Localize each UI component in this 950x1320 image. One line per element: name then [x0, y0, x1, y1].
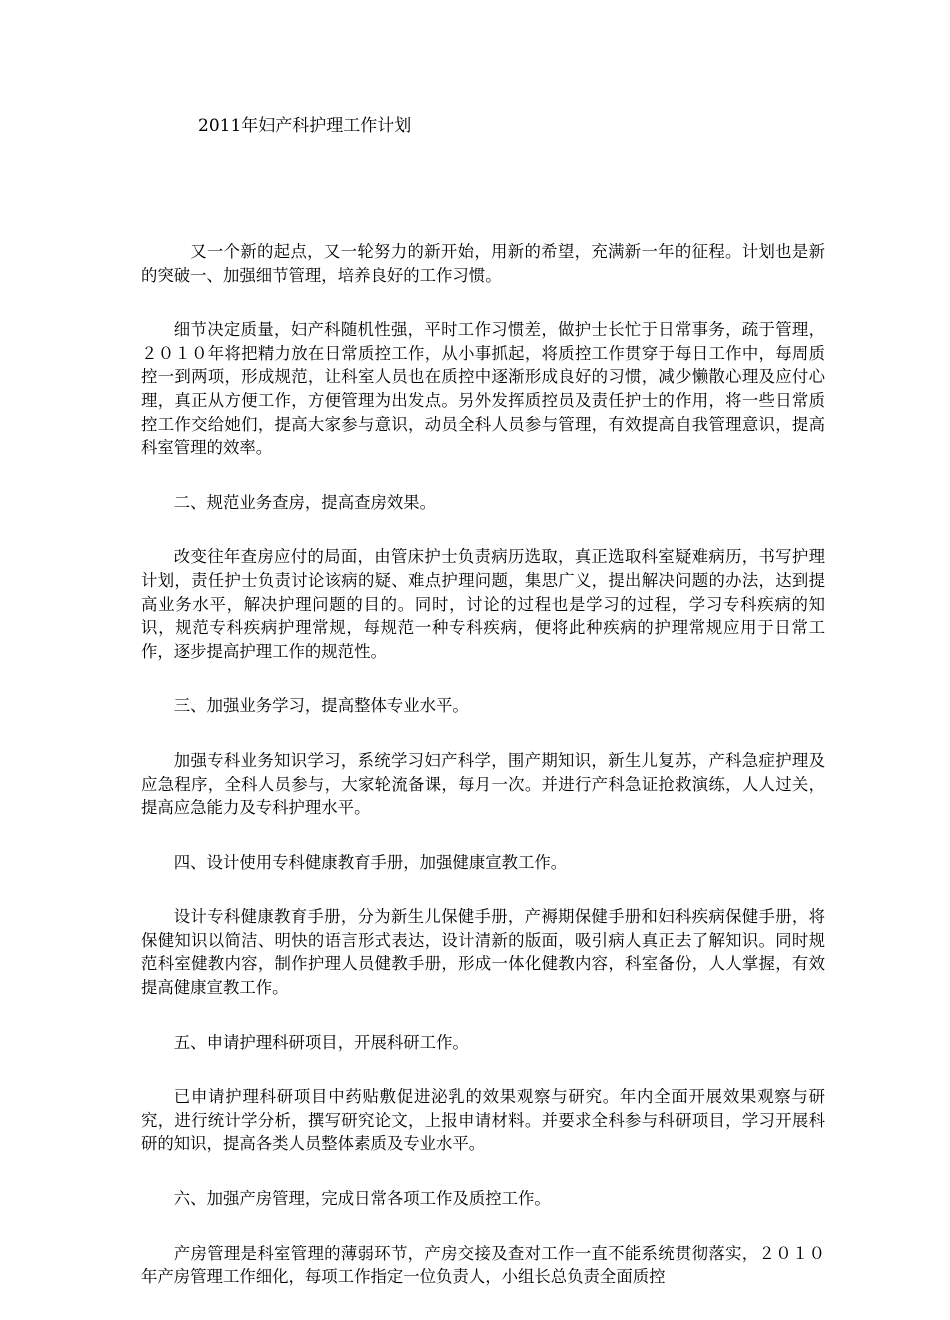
body-paragraph: 加强专科业务知识学习，系统学习妇产科学，围产期知识，新生儿复苏，产科急症护理及应急程序，全科人员参与，大家轮流备课，每月一次。并进行产科急证抢救演练，人人过关，提高应急能力及专科护理水平。: [141, 750, 825, 818]
section-heading: 六、加强产房管理，完成日常各项工作及质控工作。: [173, 1189, 551, 1209]
section-heading: 三、加强业务学习，提高整体专业水平。: [173, 696, 469, 716]
body-paragraph: 改变往年查房应付的局面，由管床护士负责病历选取，真正选取科室疑难病历，书写护理计划，责任护士负责讨论该病的疑、难点护理问题，集思广义，提出解决问题的办法，达到提高业务水平，解决护理问题的目的。同时，讨论的过程也是学习的过程，学习专科疾病的知识，规范专科疾病护理常规，每规范一种专科疾病，便将此种疾病的护理常规应用于日常工作，逐步提高护理工作的规范性。: [141, 547, 825, 661]
body-paragraph: 细节决定质量，妇产科随机性强，平时工作习惯差，做护士长忙于日常事务，疏于管理，２０１０年将把精力放在日常质控工作，从小事抓起，将质控工作贯穿于每日工作中，每周质控一到两项，形成规范，让科室人员也在质控中逐渐形成良好的习惯，减少懒散心理及应付心理，真正从方便工作，方便管理为出发点。另外发挥质控员及责任护士的作用，将一些日常质控工作交给她们，提高大家参与意识，动员全科人员参与管理，有效提高自我管理意识，提高科室管理的效率。: [141, 320, 825, 458]
document-title: 2011年妇产科护理工作计划: [198, 116, 412, 136]
body-paragraph: 产房管理是科室管理的薄弱环节，产房交接及查对工作一直不能系统贯彻落实，２０１０年产房管理工作细化，每项工作指定一位负责人，小组长总负责全面质控: [141, 1243, 825, 1287]
section-heading: 四、设计使用专科健康教育手册，加强健康宣教工作。: [173, 852, 568, 872]
body-paragraph: 已申请护理科研项目中药贴敷促进泌乳的效果观察与研究。年内全面开展效果观察与研究，进行统计学分析，撰写研究论文，上报申请材料。并要求全科参与科研项目，学习开展科研的知识，提高各类人员整体素质及专业水平。: [141, 1087, 825, 1154]
body-paragraph: 设计专科健康教育手册，分为新生儿保健手册，产褥期保健手册和妇科疾病保健手册，将保健知识以简洁、明快的语言形式表达，设计清新的版面，吸引病人真正去了解知识。同时规范科室健教内容，制作护理人员健教手册，形成一体化健教内容，科室备份，人人掌握，有效提高健康宣教工作。: [141, 907, 825, 998]
document-body: [141, 240, 825, 1320]
intro-paragraph: 又一个新的起点，又一轮努力的新开始，用新的希望，充满新一年的征程。计划也是新的突破一、加强细节管理，培养良好的工作习惯。: [141, 242, 825, 285]
section-heading: 二、规范业务查房，提高查房效果。: [173, 492, 437, 512]
section-heading: 五、申请护理科研项目，开展科研工作。: [173, 1032, 469, 1052]
